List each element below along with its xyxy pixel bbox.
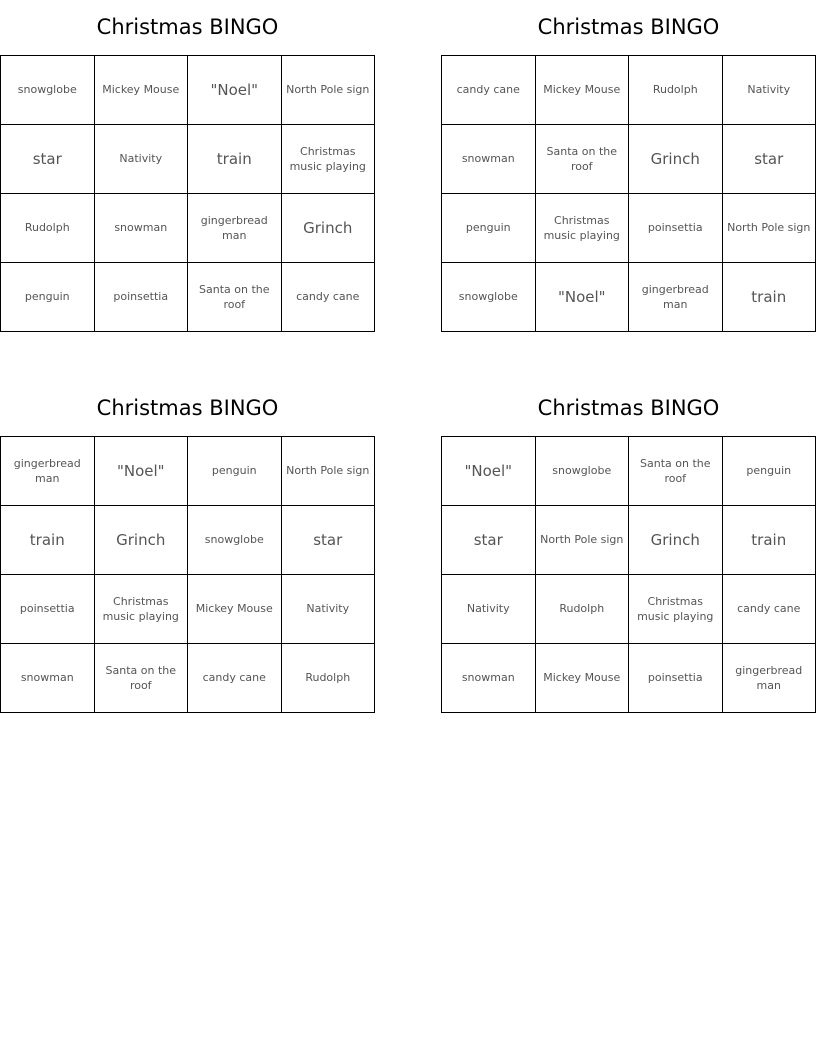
bingo-cell: Christmas music playing: [535, 194, 629, 263]
bingo-cell: North Pole sign: [281, 437, 375, 506]
bingo-cell: Grinch: [281, 194, 375, 263]
bingo-cell: snowglobe: [188, 506, 282, 575]
bingo-cell: poinsettia: [629, 194, 723, 263]
bingo-cell: poinsettia: [94, 263, 188, 332]
bingo-cell: North Pole sign: [722, 194, 816, 263]
grid-row: [442, 194, 816, 263]
grid-row: [442, 506, 816, 575]
card-title: Christmas BINGO: [537, 15, 720, 39]
bingo-cell: "Noel": [188, 56, 282, 125]
bingo-cell: poinsettia: [629, 644, 723, 713]
bingo-cell: Nativity: [442, 575, 536, 644]
bingo-grid: [0, 436, 375, 713]
bingo-grid: [441, 55, 816, 332]
bingo-cell: star: [281, 506, 375, 575]
grid-row: [442, 644, 816, 713]
bingo-cell: Rudolph: [1, 194, 95, 263]
bingo-cell: Nativity: [281, 575, 375, 644]
bingo-cell: Santa on the roof: [629, 437, 723, 506]
bingo-cell: gingerbread man: [1, 437, 95, 506]
grid-row: [1, 125, 375, 194]
bingo-cell: penguin: [188, 437, 282, 506]
card-title: Christmas BINGO: [96, 15, 279, 39]
bingo-cell: gingerbread man: [722, 644, 816, 713]
bingo-cell: Santa on the roof: [535, 125, 629, 194]
bingo-cell: "Noel": [535, 263, 629, 332]
bingo-cell: poinsettia: [1, 575, 95, 644]
grid-row: [442, 575, 816, 644]
bingo-cell: gingerbread man: [188, 194, 282, 263]
card-title: Christmas BINGO: [96, 396, 279, 420]
bingo-cell: Grinch: [94, 506, 188, 575]
grid-row: [442, 437, 816, 506]
bingo-cell: "Noel": [442, 437, 536, 506]
bingo-card-1: [0, 0, 375, 332]
bingo-cell: train: [722, 263, 816, 332]
bingo-cell: Mickey Mouse: [535, 644, 629, 713]
bingo-cell: gingerbread man: [629, 263, 723, 332]
bingo-cell: Christmas music playing: [629, 575, 723, 644]
bingo-cell: Santa on the roof: [94, 644, 188, 713]
bingo-cell: snowman: [1, 644, 95, 713]
bingo-cell: snowglobe: [442, 263, 536, 332]
bingo-card-4: [441, 381, 816, 713]
bingo-cell: penguin: [442, 194, 536, 263]
bingo-cell: North Pole sign: [535, 506, 629, 575]
bingo-cell: train: [1, 506, 95, 575]
bingo-cell: candy cane: [722, 575, 816, 644]
grid-row: [1, 263, 375, 332]
bingo-grid: [0, 55, 375, 332]
bingo-cell: train: [722, 506, 816, 575]
grid-row: [1, 56, 375, 125]
bingo-cell: penguin: [1, 263, 95, 332]
bingo-cell: snowglobe: [535, 437, 629, 506]
bingo-cell: snowman: [442, 125, 536, 194]
bingo-cell: star: [722, 125, 816, 194]
bingo-card-3: [0, 381, 375, 713]
grid-row: [1, 194, 375, 263]
bingo-cell: Nativity: [94, 125, 188, 194]
grid-row: [442, 125, 816, 194]
bingo-cell: Christmas music playing: [281, 125, 375, 194]
bingo-cell: Rudolph: [629, 56, 723, 125]
grid-row: [1, 575, 375, 644]
bingo-cell: Santa on the roof: [188, 263, 282, 332]
grid-row: [442, 56, 816, 125]
bingo-card-2: [441, 0, 816, 332]
bingo-cell: candy cane: [442, 56, 536, 125]
bingo-cell: star: [1, 125, 95, 194]
grid-row: [1, 644, 375, 713]
bingo-cell: snowman: [442, 644, 536, 713]
bingo-cell: Mickey Mouse: [188, 575, 282, 644]
bingo-cell: Rudolph: [535, 575, 629, 644]
bingo-cell: Grinch: [629, 506, 723, 575]
card-title: Christmas BINGO: [537, 396, 720, 420]
bingo-cell: Grinch: [629, 125, 723, 194]
bingo-grid: [441, 436, 816, 713]
bingo-cell: star: [442, 506, 536, 575]
grid-row: [1, 437, 375, 506]
grid-row: [1, 506, 375, 575]
bingo-cell: Christmas music playing: [94, 575, 188, 644]
bingo-cell: Nativity: [722, 56, 816, 125]
bingo-cell: penguin: [722, 437, 816, 506]
bingo-cell: North Pole sign: [281, 56, 375, 125]
bingo-cell: train: [188, 125, 282, 194]
bingo-cell: "Noel": [94, 437, 188, 506]
bingo-cell: candy cane: [188, 644, 282, 713]
bingo-cell: candy cane: [281, 263, 375, 332]
bingo-cell: Mickey Mouse: [535, 56, 629, 125]
bingo-cell: snowglobe: [1, 56, 95, 125]
bingo-cell: snowman: [94, 194, 188, 263]
grid-row: [442, 263, 816, 332]
bingo-cell: Mickey Mouse: [94, 56, 188, 125]
bingo-cell: Rudolph: [281, 644, 375, 713]
